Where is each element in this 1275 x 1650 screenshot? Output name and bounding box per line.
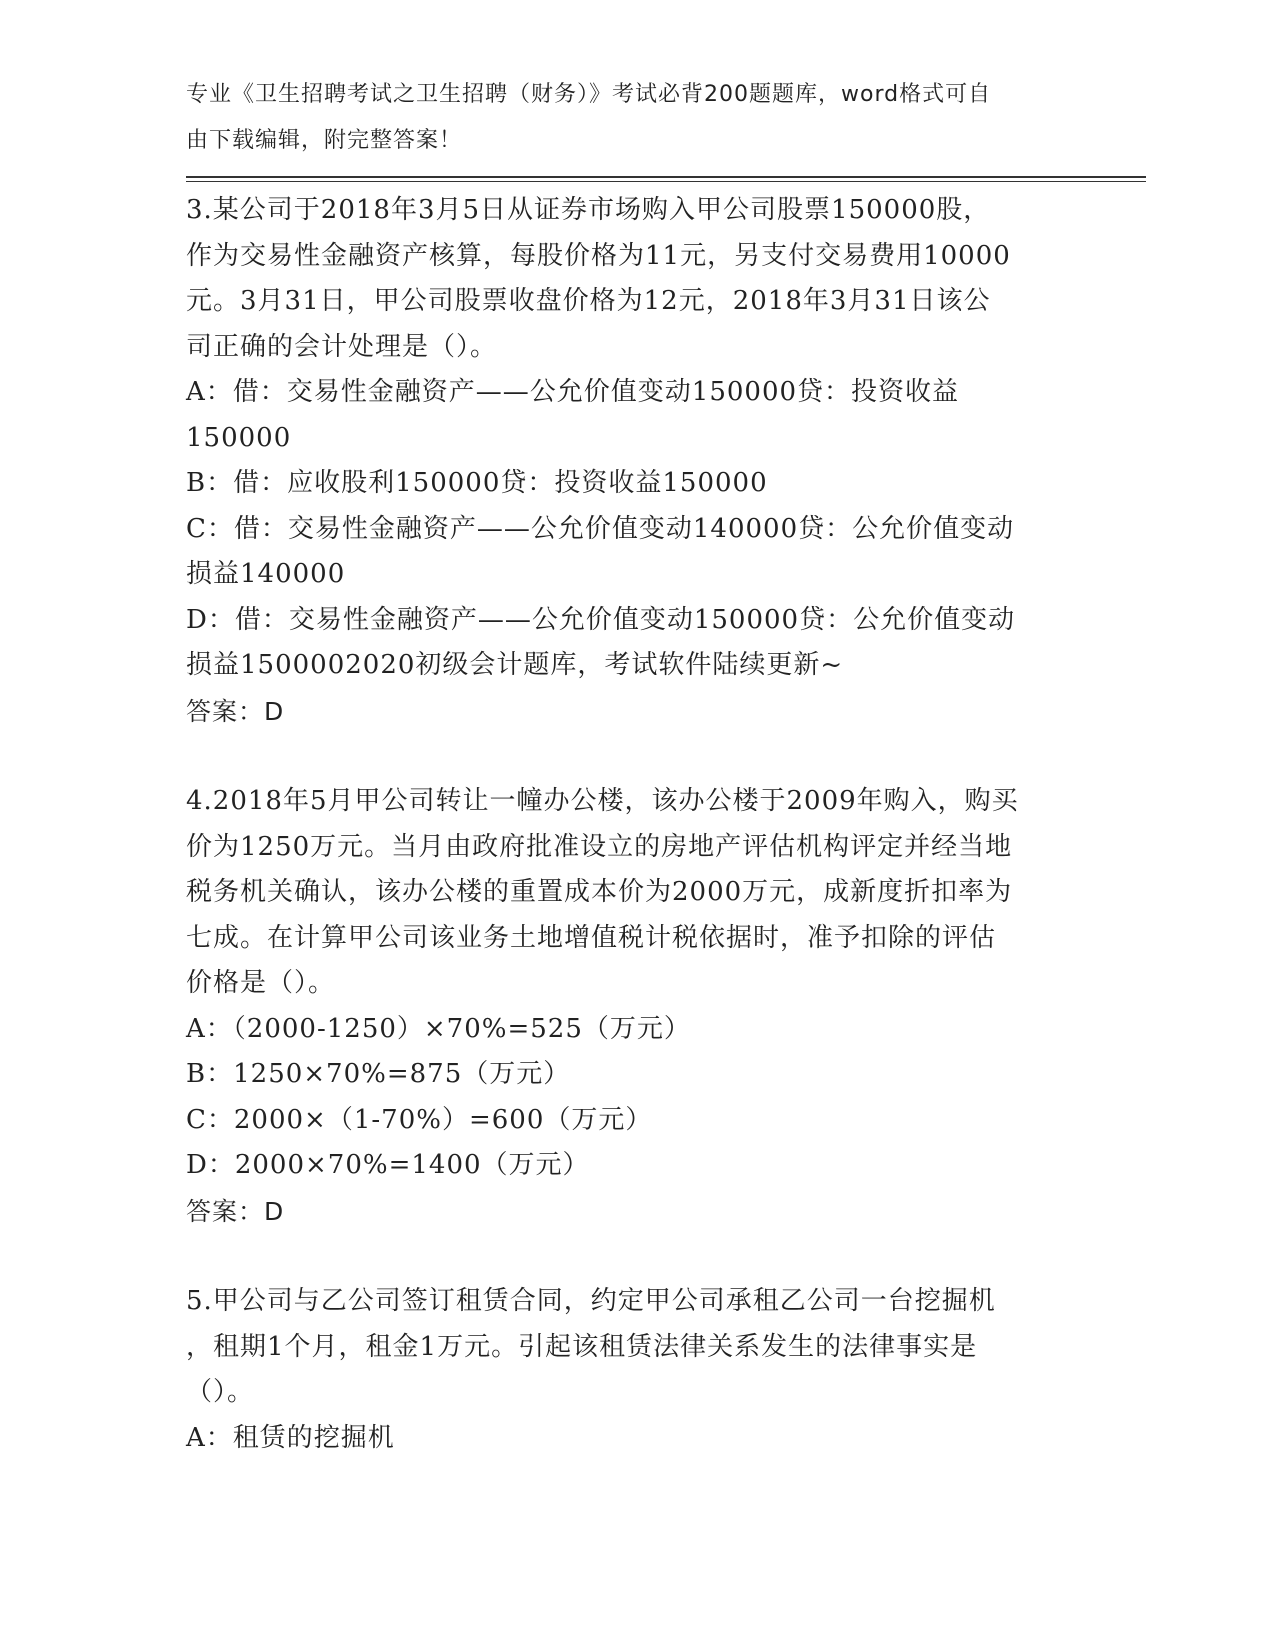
question-stem-line: 七成。在计算甲公司该业务土地增值税计税依据时，准予扣除的评估 — [186, 922, 997, 953]
question-stem-line: 作为交易性金融资产核算，每股价格为11元，另支付交易费用10000 — [186, 240, 1011, 271]
question-stem-line: 元。3月31日，甲公司股票收盘价格为12元，2018年3月31日该公 — [186, 286, 991, 316]
question-stem-line: 税务机关确认，该办公楼的重置成本价为2000万元，成新度折扣率为 — [186, 877, 1013, 907]
header-divider-thin — [186, 181, 1146, 182]
question-stem-line: ，租期1个月，租金1万元。引起该租赁法律关系发生的法律事实是 — [186, 1331, 978, 1362]
option-a: A：（2000-1250）×70%=525（万元） — [186, 1013, 691, 1044]
header-divider — [186, 176, 1146, 178]
question-stem-line: 价格是（）。 — [186, 968, 336, 998]
option-c: C：借：交易性金融资产——公允价值变动140000贷：公允价值变动 — [186, 513, 1015, 544]
question-4 — [186, 779, 1106, 1234]
answer: 答案：D — [186, 1196, 285, 1226]
question-stem-line: 4.2018年5月甲公司转让一幢办公楼，该办公楼于2009年购入，购买 — [186, 786, 1019, 816]
question-spacer — [186, 734, 1106, 779]
answer: 答案：D — [186, 696, 285, 726]
question-5 — [186, 1279, 1106, 1461]
question-3 — [186, 188, 1106, 734]
option-d: D：2000×70%=1400（万元） — [186, 1150, 590, 1180]
document-content — [186, 188, 1106, 1461]
question-stem-line: （）。 — [186, 1377, 255, 1407]
option-d-continued: 损益1500002020初级会计题库，考试软件陆续更新~ — [186, 650, 844, 680]
option-b: B：借：应收股利150000贷：投资收益150000 — [186, 468, 768, 498]
header-line: 专业《卫生招聘考试之卫生招聘（财务）》考试必背200题题库，word格式可自 — [186, 82, 992, 107]
question-stem-line: 5.甲公司与乙公司签订租赁合同，约定甲公司承租乙公司一台挖掘机 — [186, 1286, 996, 1316]
option-c-continued: 损益140000 — [186, 559, 346, 589]
option-a: A：借：交易性金融资产——公允价值变动150000贷：投资收益 — [186, 377, 960, 407]
question-stem-line: 价为1250万元。当月由政府批准设立的房地产评估机构评定并经当地 — [186, 831, 1013, 862]
option-c: C：2000×（1-70%）=600（万元） — [186, 1104, 653, 1135]
question-stem-line: 司正确的会计处理是（）。 — [186, 331, 498, 362]
document-header — [186, 72, 1086, 163]
option-d: D：借：交易性金融资产——公允价值变动150000贷：公允价值变动 — [186, 604, 1016, 635]
option-a: A：租赁的挖掘机 — [186, 1422, 395, 1453]
option-b: B：1250×70%=875（万元） — [186, 1059, 571, 1089]
question-spacer — [186, 1234, 1106, 1279]
question-stem-line: 3.某公司于2018年3月5日从证券市场购入甲公司股票150000股， — [186, 195, 991, 225]
option-a-continued: 150000 — [186, 422, 292, 453]
header-line: 由下载编辑，附完整答案！ — [186, 127, 463, 153]
